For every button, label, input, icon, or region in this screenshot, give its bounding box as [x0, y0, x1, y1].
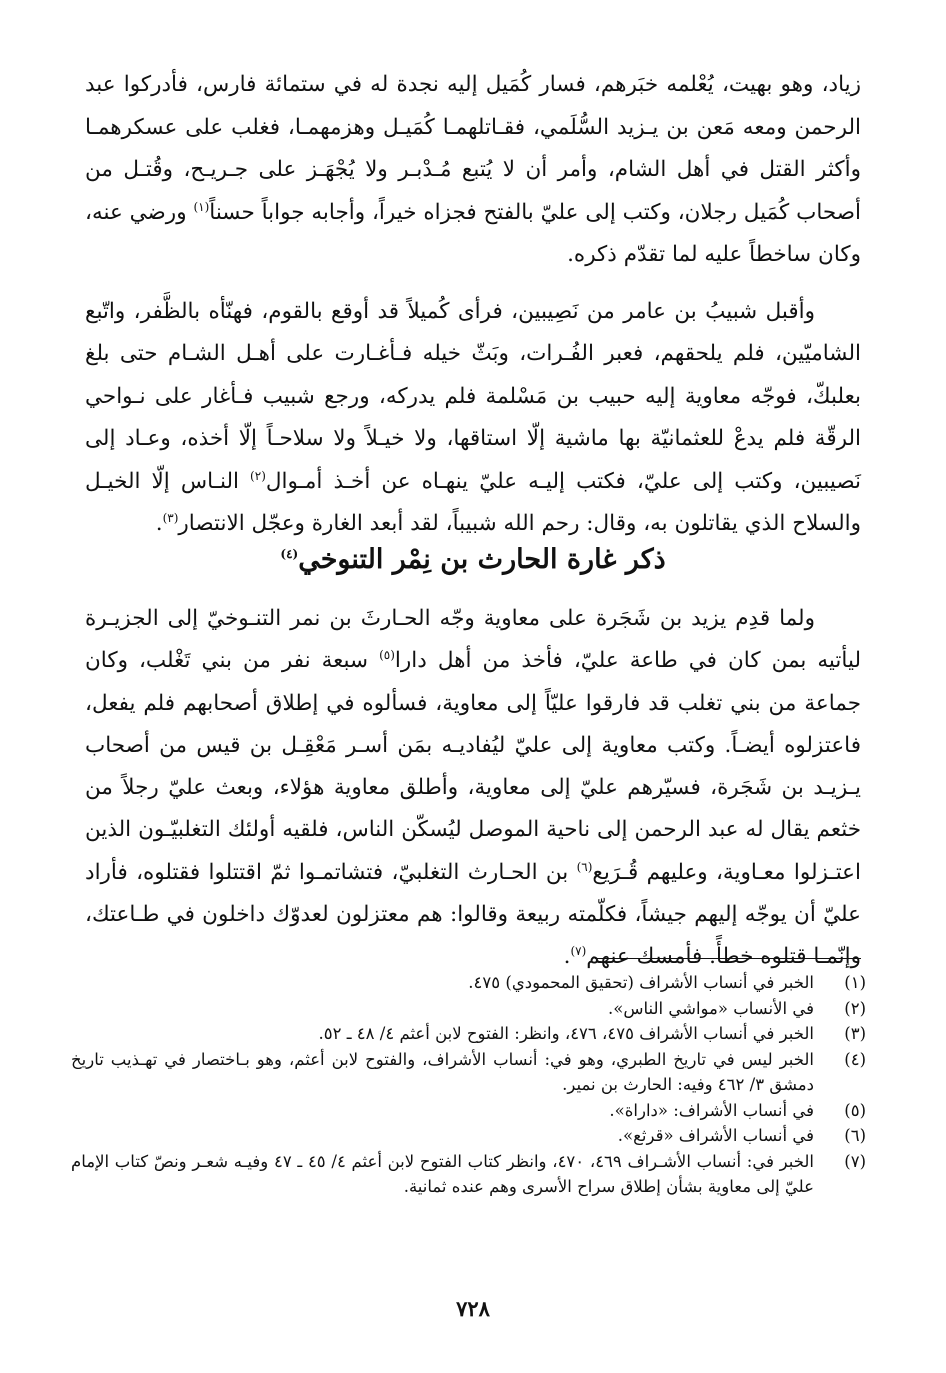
main-text-bottom: [85, 598, 861, 979]
paragraph-1: [85, 64, 861, 277]
section-heading-text: ذكر غارة الحارث بن نِمْر التنوخي: [298, 544, 666, 575]
footnote-item: [71, 1123, 866, 1149]
footnote-number: (٧): [844, 1151, 866, 1171]
paragraph-3-mid: سبعة نفر من بني تَغْلب، وكان جماعة من بني تغلب قد فارقوا عليّاً إلى معاوية، فسألوه في إطلاق أصحابهم فلم يفعل، فاعتزلوه أيضـاً. وكتب معاوية إلى عليّ ليُفاديـه بمَن أسـر مَعْقِـل بن قيس من أصحاب يـزيـد بن شَجَرة، فسيّرهم عليّ إلى معاوية، وأطلق معاوية هؤلاء، وبعث عليّ رجلاً من خثعم يقال له عبد الرحمن إلى ناحية الموصل ليُسكّن الناس، فلقيه أولئك التغلبيّـون الذين اعتـزلوا معـاوية، وعليهم قُـرَيع: [85, 648, 861, 885]
footnotes: [71, 970, 866, 1200]
main-text-top: [85, 64, 861, 546]
footnote-text: الخبر ليس في تاريخ الطبري، وهو في: أنساب الأشراف، والفتوح لابن أعثم، وهو بـاختصار في تهـذيب تاريخ دمشق ٣/ ٤٦٢ وفيه: الحارث بن نمير.: [71, 1049, 814, 1094]
footnote-text: الخبر في أنساب الأشراف (تحقيق المحمودي) ٤٧٥.: [468, 973, 814, 992]
paragraph-3-mid2: بن الحـارث التغلبيّ، فتشاتمـوا ثمّ اقتتلوا فقتلوه، فأراد عليّ أن يوجّه إليهم جيشاً، فكلّمته ربيعة وقالوا: هم معتزلون لعدوّك داخلون في طـاعتك، وإنّمـا قتلوه خطأً. فأمسك عنهم: [85, 859, 861, 970]
footnote-text: الخبر في أنساب الأشراف ٤٧٥، ٤٧٦، وانظر: الفتوح لابن أعثم ٤/ ٤٨ ـ ٥٢.: [318, 1024, 814, 1043]
footnote-item: [71, 1149, 866, 1200]
footnote-number: (٤): [844, 1049, 866, 1069]
paragraph-1-text: زياد، وهو بهيت، يُعْلمه خبَرهم، فسار كُمَيل إليه نجدة له في ستمائة فارس، فأدركوا عبد الرحمن ومعه مَعن بن يـزيد السُّلَمي، فقـاتلهمـا كُمَيـل وهزمهمـا، فغلب على عسكرهمـا وأكثر القتل في أهل الشام، وأمر أن لا يُتبع مُـدْبـر ولا يُجْهَـز على جـريـح، وقُتـل من أصحاب كُمَيل رجلان، وكتب إلى عليّ بالفتح فجزاه خيراً، وأجابه جواباً حسناً: [85, 72, 861, 225]
footnote-number: (٥): [844, 1100, 866, 1120]
section-heading: [85, 538, 861, 582]
footnote-item: [71, 1047, 866, 1098]
footnote-item: [71, 1021, 866, 1047]
paragraph-2-text: وأقبل شبيبُ بن عامر من نَصِيبين، فرأى كُميلاً قد أوقع بالقوم، فهنّأه بالظَّفر، واتّبع الشاميّين، فلم يلحقهم، فعبر الفُـرات، وبَثّ خيله فـأغـارت على أهـل الشـام حتى بلغ بعلبكّ، فوجّه معاوية إليه حبيب بن مَسْلمة فلم يدركه، ورجع شبيب فـأغار على نـواحي الرقّة فلم يدعْ للعثمانيّة بها ماشية إلّا استاقها، ولا خيـلاً ولا سلاحـاً إلّا أخذه، وعـاد إلى نَصيبين، وكتب إلى عليّ، فكتب إليـه عليّ ينهـاه عن أخـذ أمـوال: [85, 298, 861, 494]
footnote-number: (٣): [844, 1024, 866, 1043]
footnote-text: في أنساب الأشراف: «داراة».: [609, 1100, 814, 1120]
footnote-number: (١): [844, 973, 866, 992]
footnote-ref-3[interactable]: (٣): [162, 510, 179, 525]
footnote-ref-6[interactable]: (٦): [576, 859, 593, 874]
footnote-number: (٦): [844, 1126, 866, 1145]
footnote-text: في الأنساب «مواشي الناس».: [608, 998, 814, 1018]
page-number: ٧٢٨: [456, 1296, 490, 1321]
paragraph-3: [85, 598, 861, 979]
footnote-item: [71, 1098, 866, 1124]
footnote-text: في أنساب الأشراف «قرثع».: [617, 1126, 814, 1145]
footnote-ref-2[interactable]: (٢): [250, 468, 266, 483]
paragraph-3-end: .: [563, 944, 571, 970]
footnote-divider: [595, 958, 861, 959]
footnote-item: [71, 970, 866, 996]
paragraph-2-end: .: [155, 511, 163, 536]
paragraph-gap: [85, 277, 861, 291]
footnote-item: [71, 996, 866, 1022]
footnote-ref-4[interactable]: (٤): [280, 547, 299, 561]
paragraph-2: [85, 291, 861, 546]
paragraph-3-text: ولما قدِم يزيد بن شَجَرة على معاوية وجّه الحـارثَ بن نمر التنـوخيّ إلى الجزيـرة ليأتيه بمن كان في طاعة عليّ، فأخذ من أهل دارا: [85, 606, 861, 674]
footnote-ref-5[interactable]: (٥): [379, 648, 395, 663]
footnote-text: الخبر في: أنساب الأشـراف ٤٦٩، ٤٧٠، وانظر كتاب الفتوح لابن أعثم ٤/ ٤٥ ـ ٤٧ وفيـه شعـر ونصّ كتاب الإمام عليّ إلى معاوية بشأن إطلاق سراح الأسرى وهم عنده ثمانية.: [71, 1151, 815, 1196]
paragraph-2-tail: النـاس إلّا الخيـل والسلاح الذي يقاتلون به، وقال: رحم الله شبيباً، لقد أبعد الغارة وعجّل الانتصار: [85, 468, 861, 536]
footnote-ref-1[interactable]: (١): [193, 199, 210, 214]
footnote-number: (٢): [844, 998, 866, 1018]
paragraph-1-tail: ورضي عنه، وكان ساخطاً عليه لما تقدّم ذكره.: [85, 199, 861, 267]
footnote-ref-7[interactable]: (٧): [570, 944, 587, 959]
